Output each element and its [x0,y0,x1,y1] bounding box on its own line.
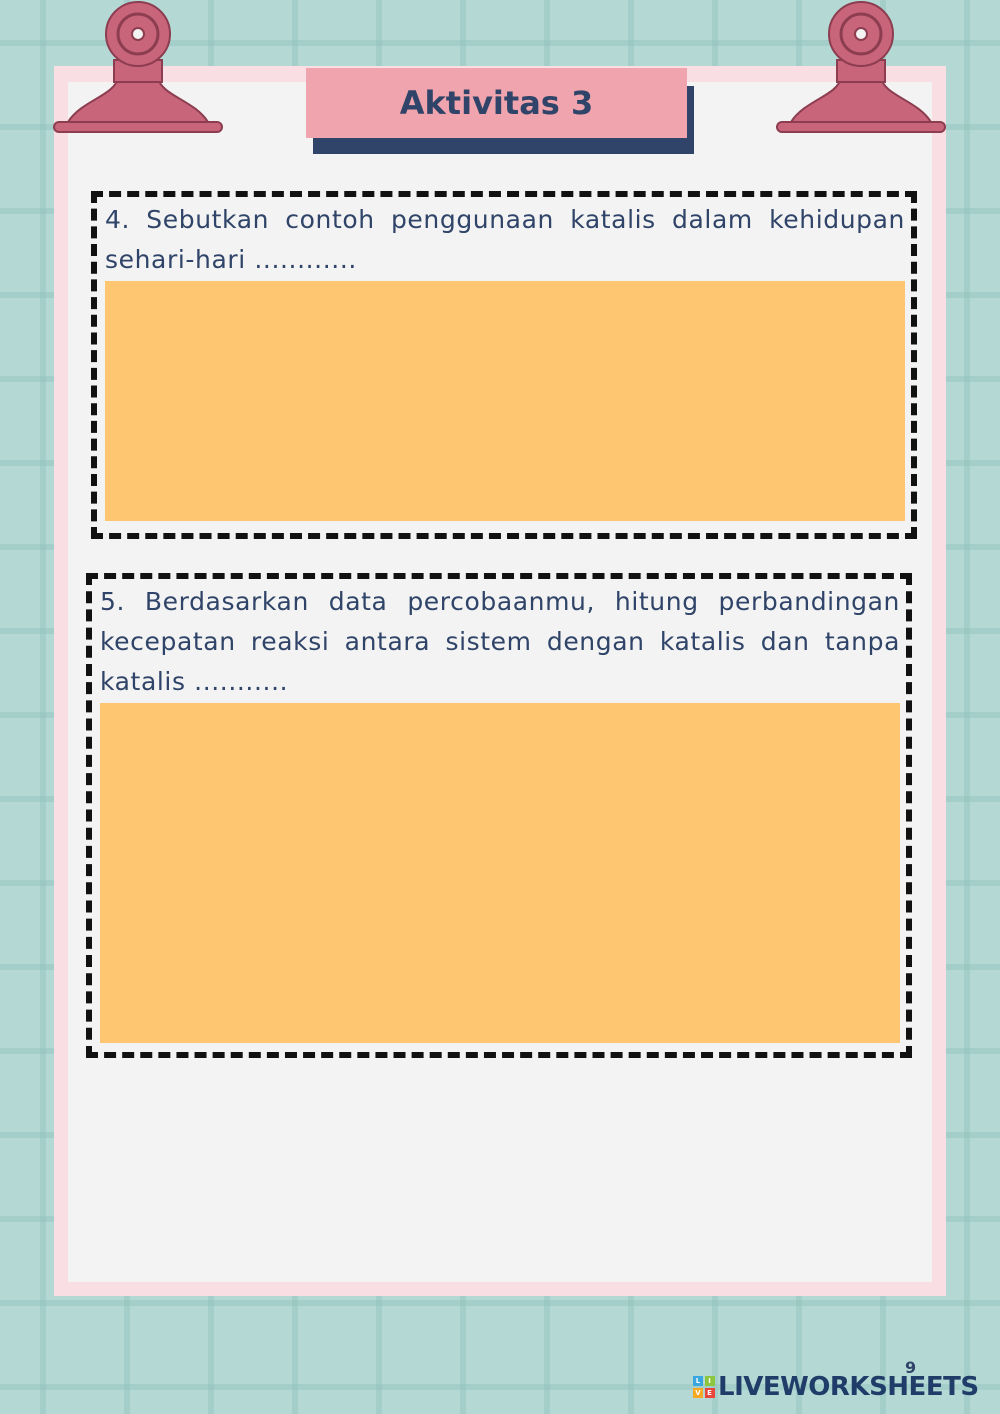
page-number: 9 [905,1358,917,1377]
question-4-answer-field[interactable] [105,281,905,521]
question-5-box [86,573,912,1058]
question-5-text: 5. Berdasarkan data percobaanmu, hitung perbandingan kecepatan reaksi antara sistem dengan katalis dan tanpa katalis ........... [100,587,900,696]
logo-letter: V [693,1388,703,1398]
page-title: Aktivitas 3 [306,68,687,138]
binder-clip-right-icon [775,0,947,140]
liveworksheets-brand: LIVEWORKSHEETS [718,1372,979,1402]
question-4-text: 4. Sebutkan contoh penggunaan katalis dalam kehidupan sehari-hari ............ [105,205,905,274]
binder-clip-left-icon [52,0,224,140]
logo-letter: L [693,1376,703,1386]
logo-letter: I [705,1376,715,1386]
liveworksheets-icon [693,1376,715,1398]
logo-letter: E [705,1388,715,1398]
question-5-answer-field[interactable] [100,703,900,1043]
question-4-box [91,191,917,539]
liveworksheets-logo [693,1372,979,1402]
